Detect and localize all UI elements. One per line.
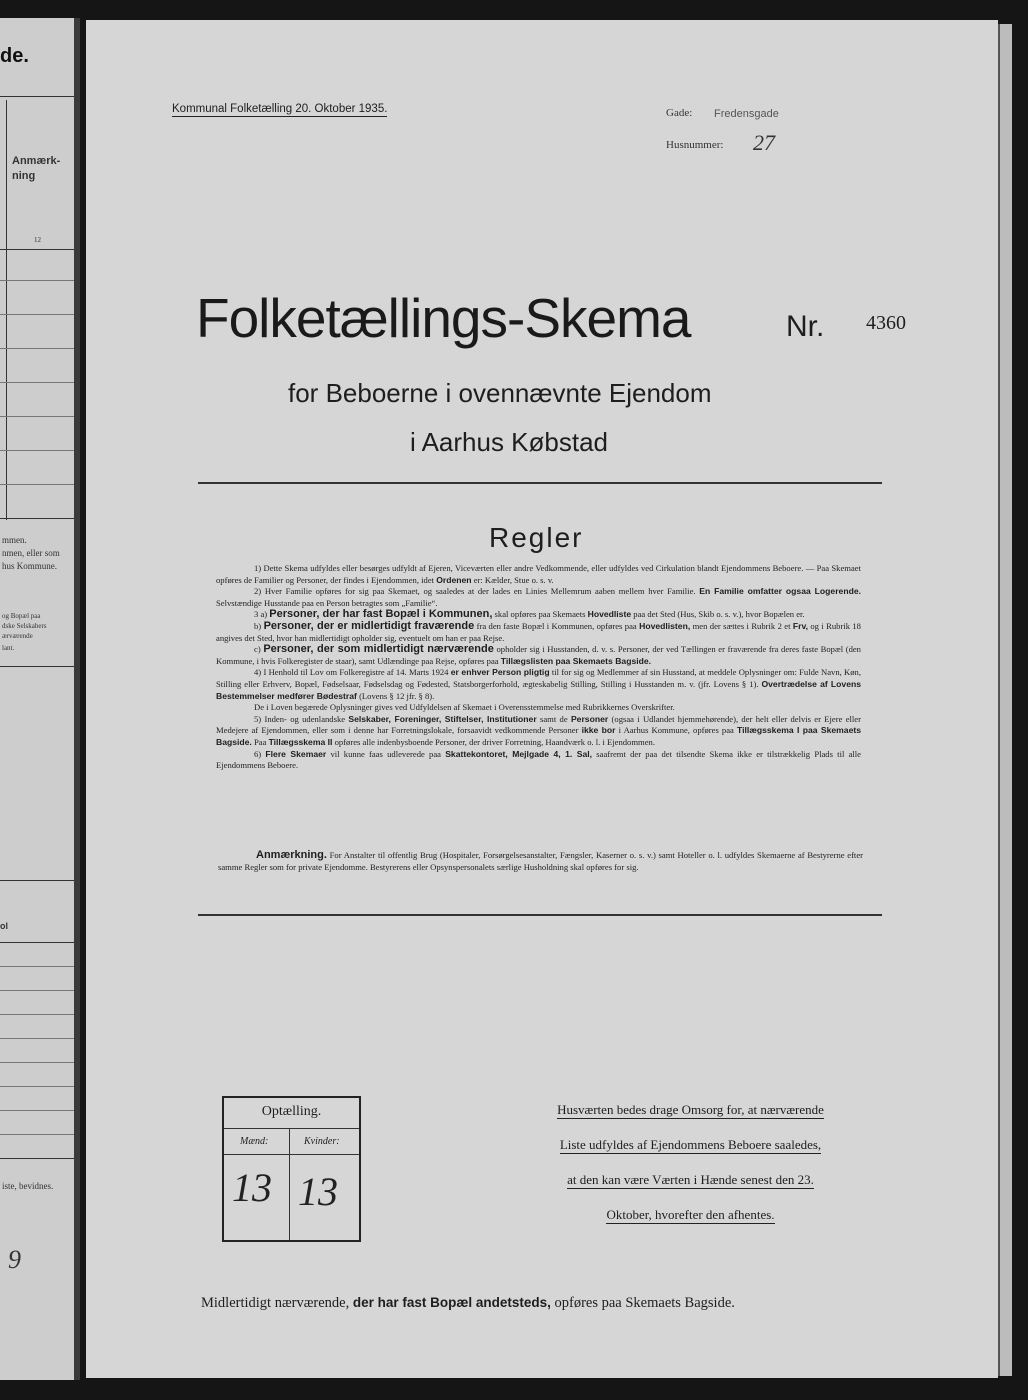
divider [0,1038,74,1039]
page-edge [74,18,80,1380]
rules-heading: Regler [489,522,584,553]
street-value: Fredensgade [714,108,779,120]
census-line: Kommunal Folketælling 20. Oktober 1935. [172,103,388,115]
divider [0,1062,74,1063]
rule-4: 4) I Henhold til Lov om Folkeregistre af 14. Marts 1924 er enhver Person pligtig til for sig og Medlemmer af sin Husstand, at meddele Oplysninger om: Fulde Navn, Køn, Stilling eller Erhverv, Bopæl, Fødselsaar, Fødselsdag og Fødested, Statsborgerforhold, ægteskabelig Stilling, Stilling i Husstanden m. v. (jfr. Lovens § 1). Overtrædelse af Lovens Bestemmelser medfører Bødestraf (Lovens § 12 jfr. § 8). [216,667,862,701]
left-page-column-header: Anmærk- ning [12,155,61,182]
men-label: Mænd: [240,1136,269,1147]
instruction-line: Liste udfyldes af Ejendommens Beboere saaledes, [559,1137,822,1152]
divider [0,416,74,417]
left-page-column-number: 12 [34,236,41,244]
left-page-text: iste, bevidnes. [2,1181,54,1191]
women-label: Kvinder: [304,1136,340,1147]
form-subtitle-city: i Aarhus Købstad [410,427,608,457]
divider [0,966,74,967]
women-count: 13 [298,1169,338,1214]
form-title: Folketællings-Skema [196,287,691,349]
divider [0,96,74,97]
left-page-title: de. [0,45,29,67]
divider [0,314,74,315]
footer-note [201,1295,735,1312]
left-page-text: hus Kommune. [2,561,57,571]
rule-6: 6) Flere Skemaer vil kunne faas udleverede paa Skattekontoret, Mejlgade 4, 1. Sal, saafremt der paa det tilsendte Skema ikke er tilstrækkelig Plads til alle Ejendommens Beboere. [216,748,861,771]
house-number-label: Husnummer: [666,139,724,151]
instruction-line: at den kan være Værten i Hænde senest den 23. [567,1172,814,1187]
rule-5: 5) Inden- og udenlandske Selskaber, Foreninger, Stiftelser, Institutioner samt de Personer (ogsaa i Udlandet hjemmehørende), der helt eller delvis er Ejere eller Medejere af Ejendommen, eller som i denne har Forretningslokale, forsaavidt vedkommende Personer ikke bor i Aarhus Kommune, opføres paa Tillægsskema I paa Skemaets Bagside. Paa Tillægsskema II opføres alle indenbysboende Personer, der driver Forretning, Haandværk o. l. i Ejendommen. [216,713,861,747]
footer-part: Midlertidigt nærværende, [201,1295,350,1311]
column-line [6,100,7,520]
footer-part: opføres paa Skemaets Bagside. [554,1295,735,1311]
left-page-text: ærværende [2,632,33,640]
divider [0,880,74,881]
divider [0,280,74,281]
left-page-text: ol [0,921,8,931]
divider [0,518,74,519]
rules-text [216,563,861,772]
divider [0,1158,74,1159]
divider [0,1014,74,1015]
instruction-line: Husværten bedes drage Omsorg for, at nærværende [557,1102,824,1117]
rule-3b: b) Personer, der er midlertidigt fraværende fra den faste Bopæl i Kommunen, opføres paa Hovedlisten, men der sættes i Rubrik 2 et Frv, og i Rubrik 18 angives det Sted, hvor han midlertidigt opholder sig, eventuelt om han er paa Rejse. [216,619,861,643]
count-box [222,1096,361,1242]
rule-2: 2) Hver Familie opføres for sig paa Skemaet, og saaledes at der lades en Linies Mellemrum aaben mellem hver Familie. En Familie omfatter ogsaa Logerende. Selvstændige Husstande paa en Person betragtes som „Familie“. [216,586,861,608]
divider [0,990,74,991]
divider [224,1128,359,1129]
divider [0,1086,74,1087]
divider [0,1134,74,1135]
left-page-text: nmen, eller som [2,548,60,558]
form-number: 4360 [866,312,906,334]
handwritten-number: 9 [8,1245,21,1274]
divider [224,1154,359,1155]
rule-1: 1) Dette Skema udfyldes eller besørges udfyldt af Ejeren, Viceværten eller andre Vedkommende, eller udfyldes ved Cirkulation blandt Ejendommens Beboere. — Paa Skemaet opføres de Familier og Personer, der findes i Ejendommen, idet Ordenen er: Kælder, Stue o. s. v. [216,563,861,585]
men-count: 13 [232,1165,272,1210]
divider [0,666,74,667]
divider [0,382,74,383]
column-divider [289,1128,290,1240]
note-text [218,850,863,873]
form-subtitle: for Beboerne i ovennævnte Ejendom [288,378,712,408]
divider [0,249,74,250]
landlord-instruction [518,1098,863,1238]
count-box-title: Optælling. [261,1104,322,1119]
footer-part-bold: der har fast Bopæl andetsteds, [352,1295,551,1310]
divider [0,450,74,451]
note-label: Anmærkning. [256,849,327,861]
divider [0,1110,74,1111]
house-number-value: 27 [753,130,775,155]
title-divider [198,482,882,484]
instruction-line: Oktober, hvorefter den afhentes. [606,1207,775,1222]
rule-3a: 3 a) Personer, der har fast Bopæl i Kommunen, skal opføres paa Skemaets Hovedliste paa det Sted (Hus, Skib o. s. v.), hvor Bopælen er. [254,608,805,621]
note-divider [198,914,882,916]
left-page-text: og Bopæl paa [2,612,41,620]
rule-4b: De i Loven begærede Oplysninger gives ved Udfyldelsen af Skemaet i Overensstemmelse med Rubrikkernes Overskrifter. [254,702,675,713]
number-label: Nr. [786,310,825,343]
left-page-text: dske Selskabers [2,622,47,630]
note-body: For Anstalter til offentlig Brug (Hospitaler, Forsørgelsesanstalter, Fængsler, Kaserner o. s. v.) samt Hoteller o. l. udfyldes Skemaerne af Bestyrerne efter samme Regler som for private Ejendomme. Bestyrerens eller Opsynspersonalets særlige Husholdning skal opføres for sig. [218,850,863,872]
left-page-fragment [0,18,80,1380]
divider [0,942,74,943]
rule-3c: c) Personer, der som midlertidigt nærværende opholder sig i Husstanden, d. v. s. Personer, der ved Tællingen er fraværende fra deres faste Bopæl (den Kommune, i hvis Folkeregister de staar), samt Udlændinge paa Rejse, opføres paa Tillægslisten paa Skemaets Bagside. [216,643,861,666]
left-page-text: mmen. [2,535,27,545]
divider [0,348,74,349]
street-label: Gade: [666,107,693,119]
divider [0,484,74,485]
page-stack-edge [998,24,1012,1376]
left-page-text: lant. [2,644,15,652]
